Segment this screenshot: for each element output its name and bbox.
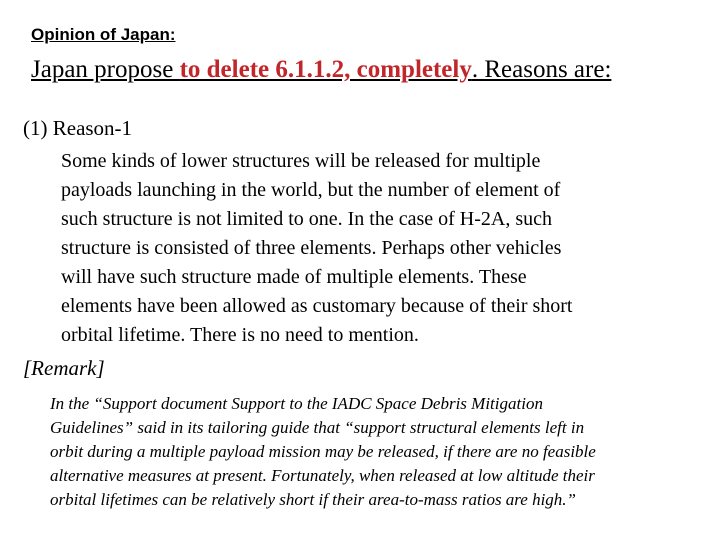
proposal-prefix: Japan propose [31,56,180,83]
remark-body: In the “Support document Support to the IADC Space Debris Mitigation Guidelines” said in its tailoring guide that “support structural elements left in orbit during a multiple payload mission may be released, if there are no feasible alternative measures at present. Fortunately, when released at low altitude their orbital lifetimes can be relatively short if their area-to-mass ratios are high.” [50,394,596,509]
proposal-highlight: to delete 6.1.1.2, completely [179,56,472,83]
reason-body: Some kinds of lower structures will be released for multiple payloads launching in the world, but the number of element of such structure is not limited to one. In the case of H-2A, such structure is consisted of three elements. Perhaps other vehicles will have such structure made of multiple elements. These elements have been allowed as customary because of their short orbital lifetime. There is no need to mention. [61,150,573,346]
reason-title: (1) Reason-1 [23,116,133,140]
proposal-suffix: . Reasons are: [471,56,612,83]
opinion-heading: Opinion of Japan: [31,25,176,44]
proposal-statement [31,55,671,85]
remark-title: [Remark] [23,356,105,380]
